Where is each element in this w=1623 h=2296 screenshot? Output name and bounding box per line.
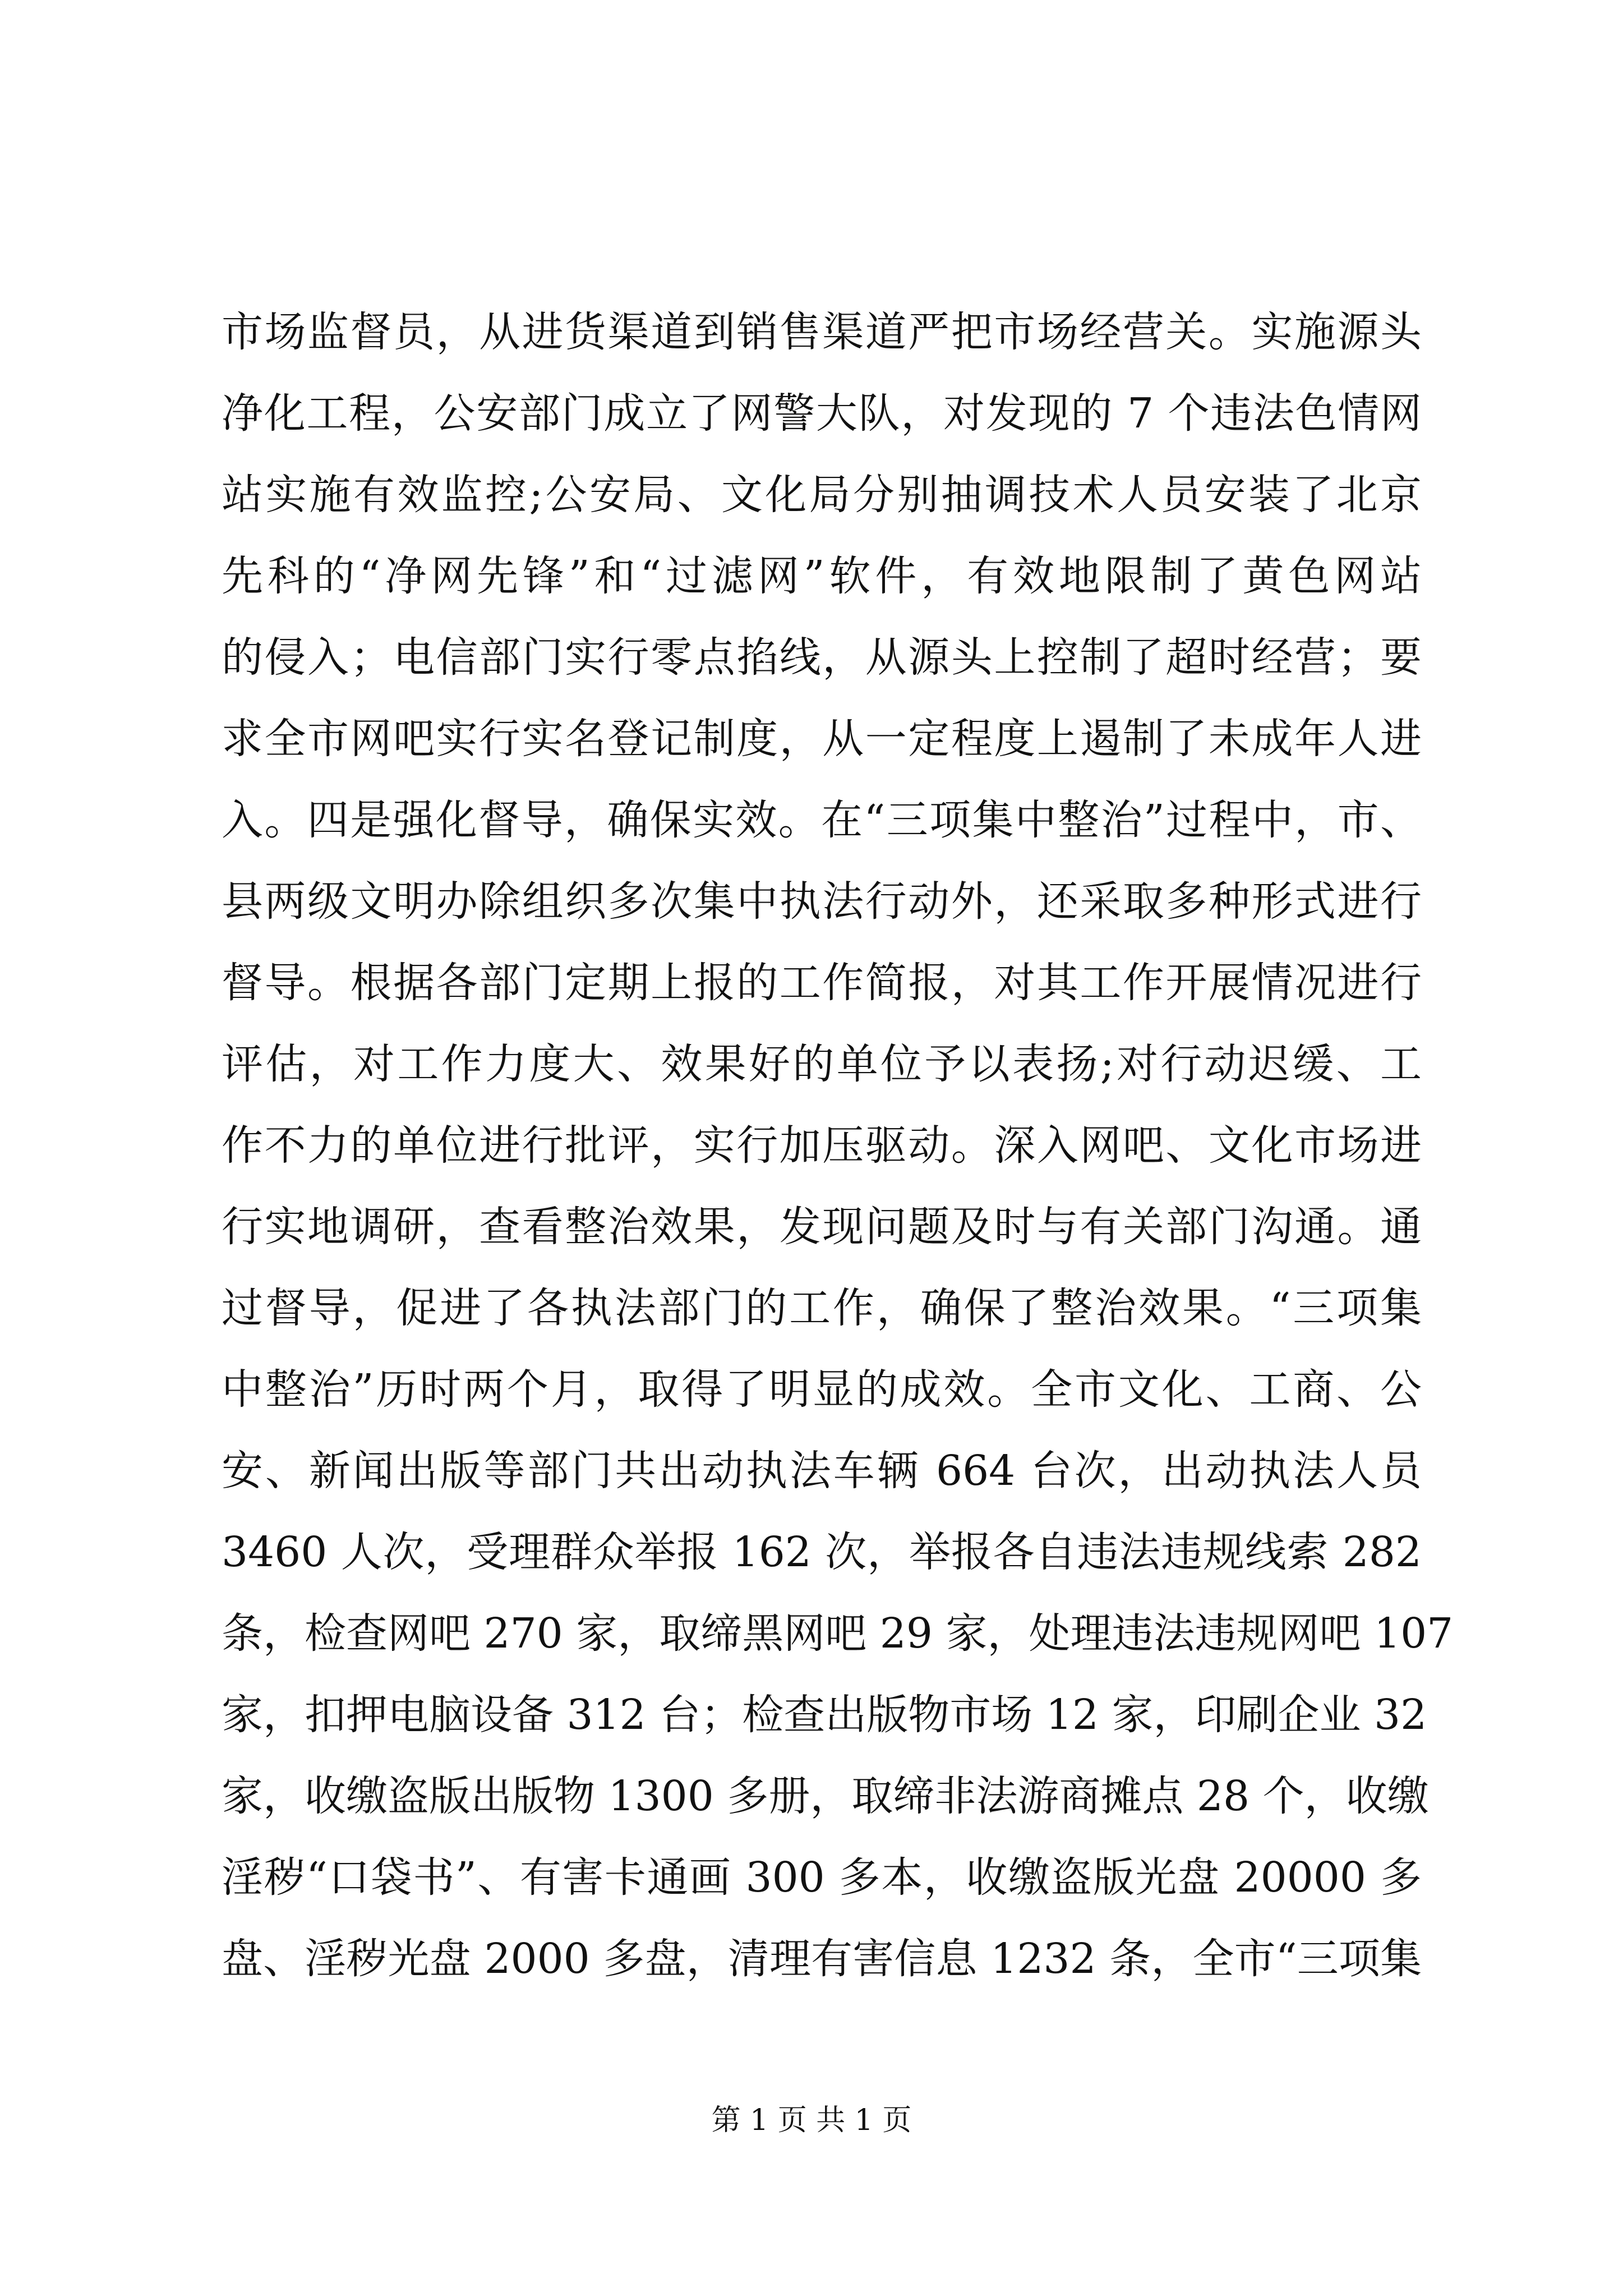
- text-line: 评估，对工作力度大、效果好的单位予以表扬;对行动迟缓、工: [222, 1040, 1422, 1088]
- text-line: 的侵入；电信部门实行零点掐线，从源头上控制了超时经营；要: [222, 633, 1422, 682]
- text-line: 入。四是强化督导，确保实效。在“三项集中整治”过程中，市、: [222, 796, 1422, 844]
- text-line: 县两级文明办除组织多次集中执法行动外，还采取多种形式进行: [222, 877, 1422, 926]
- text-line: 站实施有效监控;公安局、文化局分别抽调技术人员安装了北京: [222, 471, 1422, 519]
- text-line: 过督导，促进了各执法部门的工作，确保了整治效果。“三项集: [222, 1284, 1422, 1332]
- text-line: 淫秽“口袋书”、有害卡通画 300 多本，收缴盗版光盘 20000 多: [222, 1853, 1422, 1902]
- text-line: 净化工程，公安部门成立了网警大队，对发现的 7 个违法色情网: [222, 389, 1422, 438]
- text-line: 市场监督员，从进货渠道到销售渠道严把市场经营关。实施源头: [222, 308, 1422, 356]
- text-line: 督导。根据各部门定期上报的工作简报，对其工作开展情况进行: [222, 959, 1422, 1007]
- body-paragraph: [222, 292, 1454, 2000]
- text-line: 求全市网吧实行实名登记制度，从一定程度上遏制了未成年人进: [222, 715, 1422, 763]
- text-line: 安、新闻出版等部门共出动执法车辆 664 台次，出动执法人员: [222, 1447, 1422, 1495]
- text-line: 作不力的单位进行批评，实行加压驱动。深入网吧、文化市场进: [222, 1121, 1422, 1170]
- text-line: 家，收缴盗版出版物 1300 多册，取缔非法游商摊点 28 个，收缴: [222, 1772, 1429, 1820]
- text-line: 行实地调研，查看整治效果，发现问题及时与有关部门沟通。通: [222, 1203, 1422, 1251]
- page-footer: [0, 2101, 1623, 2140]
- text-line: 先科的“净网先锋”和“过滤网”软件，有效地限制了黄色网站: [222, 552, 1422, 600]
- text-line: 盘、淫秽光盘 2000 多盘，清理有害信息 1232 条，全市“三项集: [222, 1935, 1422, 1983]
- page-number-label: 第 1 页 共 1 页: [711, 2104, 912, 2137]
- text-line: 3460 人次，受理群众举报 162 次，举报各自违法违规线索 282: [222, 1528, 1422, 1576]
- text-line: 中整治”历时两个月，取得了明显的成效。全市文化、工商、公: [222, 1365, 1422, 1414]
- text-line: 条，检查网吧 270 家，取缔黑网吧 29 家，处理违法违规网吧 107: [222, 1609, 1454, 1658]
- text-line: 家，扣押电脑设备 312 台；检查出版物市场 12 家，印刷企业 32: [222, 1691, 1427, 1739]
